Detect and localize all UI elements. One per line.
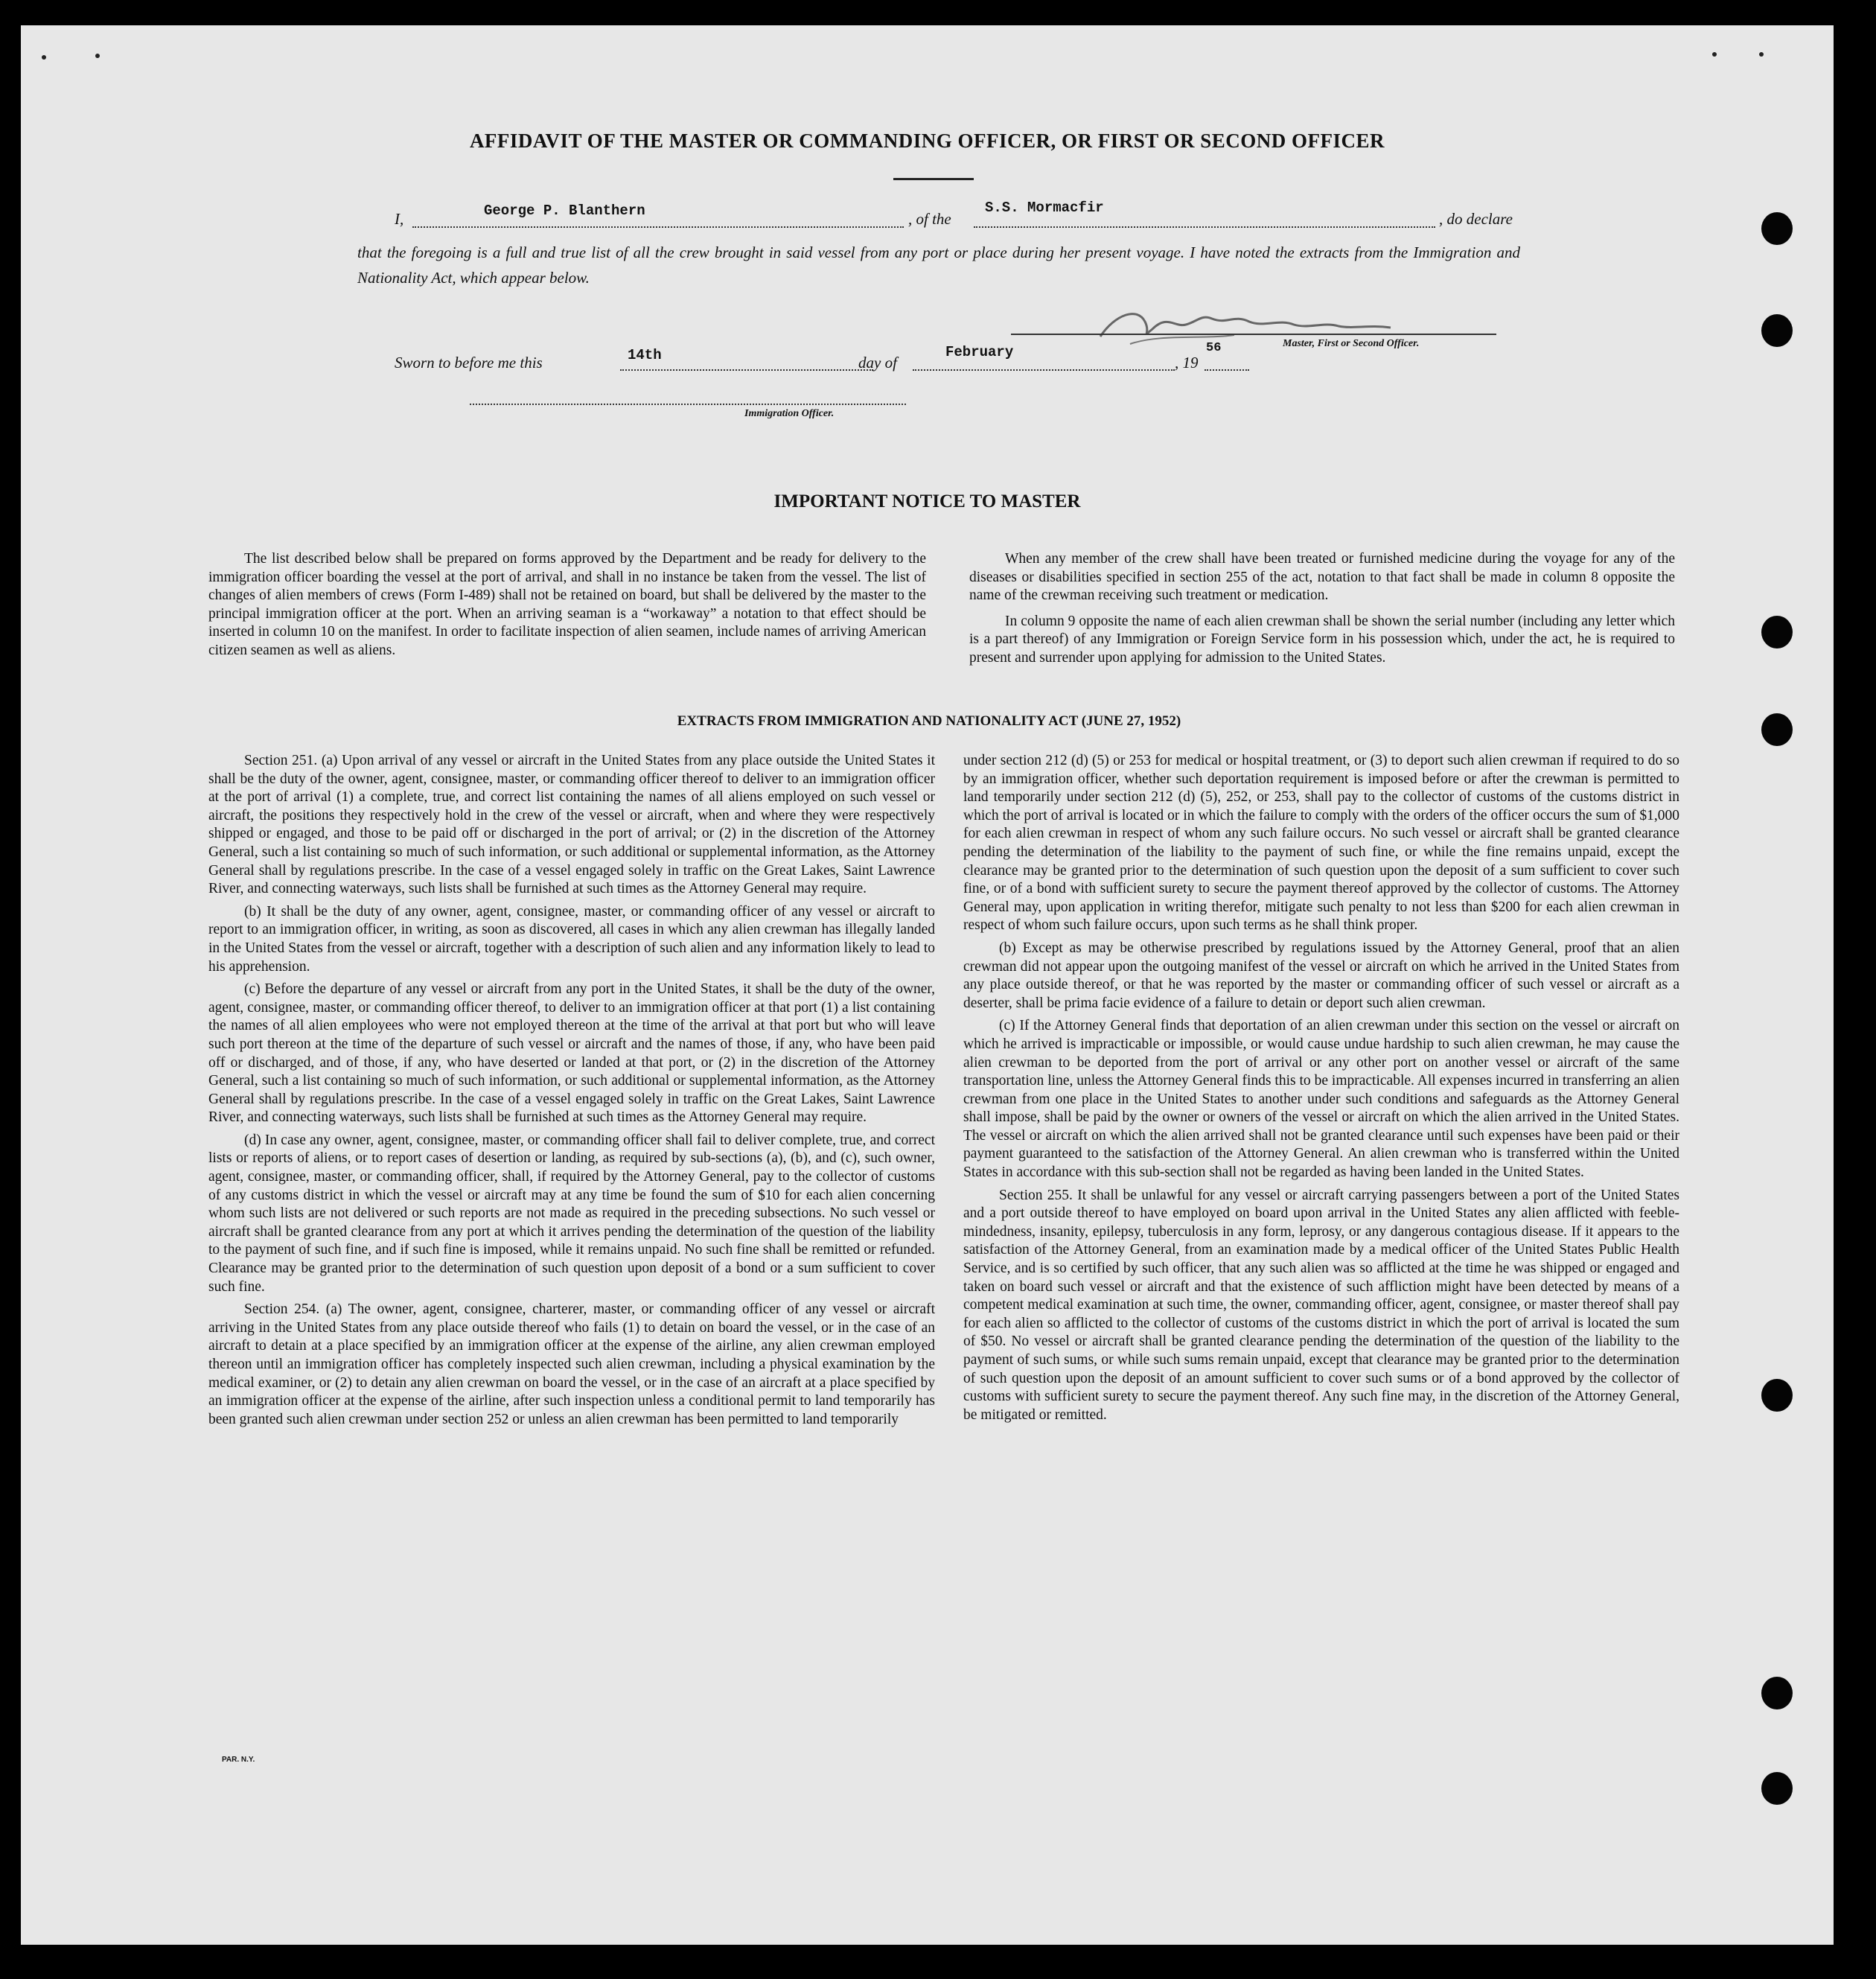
day-of-label: day of bbox=[858, 354, 897, 372]
punch-hole bbox=[1761, 212, 1793, 245]
scan-speck bbox=[42, 55, 46, 60]
scan-speck bbox=[95, 54, 100, 58]
sworn-month-value: February bbox=[945, 344, 1014, 360]
section-paragraph: (d) In case any owner, agent, consignee, master, or commanding officer shall fail to deliver complete, true, and correct lists or reports of aliens, or to report cases of desertion or landing, as required by sub-sections (a), (b), and (c), such owner, agent, consignee, master, or commanding officer, shall, if required by the Attorney General, pay to the collector of customs of any customs district in which the vessel or aircraft may at any time be found the sum of $10 for each alien concerning whom such lists are not delivered or such reports are not made as required in the preceding subsections. No such vessel or aircraft shall be granted clearance from any port at which it arrives pending the determination of the question of the liability to the payment of such fine, and if such fine is imposed, while it remains unpaid. No such fine shall be remitted or refunded. Clearance may be granted prior to the determination of such question upon deposit of a bond or a sum sufficient to cover such fine. bbox=[208, 1132, 935, 1295]
of-the-label: , of the bbox=[908, 210, 951, 228]
vessel-name-value: S.S. Mormacfir bbox=[985, 200, 1104, 216]
section-paragraph: (c) Before the departure of any vessel or aircraft from any port in the United States, it shall be the duty of the owner, agent, consignee, master, or commanding officer thereof, to deliver to an immigration officer at that port (1) a list containing the names of all alien employees who were not employed thereon at the time of the arrival at that port but who will leave such port thereon at the time of the departure of such vessel or aircraft and the names of those, if any, who have been paid off or discharged, and of those, if any, who have deserted or landed at that port, or (2) in the discretion of the Attorney General, such a list containing so much of such information, or such additional or supplemental information, as the Attorney General shall by regulations prescribe. In the case of a vessel engaged solely in traffic on the Great Lakes, Saint Lawrence River, and connecting waterways, such lists shall be furnished at such times as the Attorney General may require. bbox=[208, 981, 935, 1126]
extracts-title: EXTRACTS FROM IMMIGRATION AND NATIONALITY ACT (JUNE 27, 1952) bbox=[677, 713, 1181, 729]
punch-hole bbox=[1761, 1772, 1793, 1805]
declaration-prefix: I, bbox=[395, 210, 404, 228]
section-paragraph: under section 212 (d) (5) or 253 for medical or hospital treatment, or (3) to deport such alien crewman if required to do so by an immigration officer, whether such deportation requirement is imposed before or after the crewman is permitted to land temporarily under section 212 (d) (5), 252, or 253, shall pay to the collector of customs of the customs district in which the port of arrival is located or in which the failure to comply with the orders of the officer occurs the sum of $1,000 for each alien crewman in respect of whom any such failure occurs. No such vessel or aircraft shall be granted clearance pending the determination of the liability to the payment of such fine, or while the fine remains unpaid, except the clearance may be granted prior to the determination of such question upon the deposit of a sum sufficient to cover such fine, or of a bond with sufficient surety to secure the payment thereof approved by the collector of customs. The Attorney General may, upon application in writing therefor, mitigate such penalty to not less than $200 for each alien crewman in respect of whom such failure occurs, upon such terms as he shall think proper. bbox=[963, 753, 1679, 934]
notice-paragraph: In column 9 opposite the name of each alien crewman shall be shown the serial number (including any letter which is a part thereof) of any Immigration or Foreign Service form in his possession which, under the act, he is required to present and surrender upon applying for admission to the United States. bbox=[969, 613, 1675, 666]
notice-paragraph: The list described below shall be prepared on forms approved by the Department and be ready for delivery to the immigration officer boarding the vessel at the port of arrival, and shall in no instance be taken from the vessel. The list of changes of alien members of crews (Form I-489) shall not be retained on board, but shall be delivered by the master to the principal immigration officer at the port. When an arriving seaman is a “workaway” a notation to that effect should be inserted in column 10 on the manifest. In order to facilitate inspection of alien seamen, include names of arriving American citizen seamen as well as aliens. bbox=[208, 551, 926, 658]
extracts-left-column bbox=[208, 752, 935, 1433]
section-paragraph: Section 254. (a) The owner, agent, consignee, charterer, master, or commanding officer of any vessel or aircraft arriving in the United States from any place outside thereof who fails (1) to detain on board the vessel, or in the case of an aircraft to detain at a place specified by an immigration officer at the expense of the airline, any alien crewman employed thereon until an immigration officer has completely inspected such alien crewman, including a physical examination by the medical examiner, or (2) to detain any alien crewman on board the vessel, or in the case of an aircraft at a place specified by an immigration officer at the expense of the airline, after such inspection unless a conditional permit to land temporarily has been granted such alien crewman under section 252 or unless an alien crewman has been permitted to land temporarily bbox=[208, 1301, 935, 1427]
section-paragraph: (c) If the Attorney General finds that deportation of an alien crewman under this section on the vessel or aircraft on which he arrived is impracticable or impossible, or would cause undue hardship to such alien crewman, he may cause the alien crewman to be deported from the port of arrival or any other port on another vessel or aircraft of the same transportation line, unless the Attorney General finds this to be impracticable. All expenses incurred in transferring an alien crewman from one place in the United States to another under such conditions and safeguards as the Attorney General shall impose, shall be paid by the owner or owners of the vessel or aircraft on which the alien arrived in the United States. The vessel or aircraft on which the alien arrived shall not be granted clearance until such expenses have been paid or their payment guaranteed to the satisfaction of the Attorney General. An alien crewman who is transferred within the United States in accordance with this sub-section shall not be regarded as having been landed in the United States. bbox=[963, 1018, 1679, 1181]
signature-line bbox=[1011, 334, 1496, 335]
master-name-value: George P. Blanthern bbox=[484, 203, 645, 219]
sworn-day-value: 14th bbox=[628, 347, 662, 363]
do-declare-label: , do declare bbox=[1439, 210, 1513, 228]
year-suffix-value: 56 bbox=[1206, 341, 1222, 355]
name-field-line bbox=[412, 226, 904, 228]
printer-mark: PAR. N.Y. bbox=[222, 1756, 255, 1764]
punch-hole bbox=[1761, 314, 1793, 347]
declaration-text: that the foregoing is a full and true list of all the crew brought in said vessel from any port or place during her present voyage. I have noted the extracts from the Immigration and Nationality Act, which appear below. bbox=[357, 243, 1520, 287]
affidavit-title: AFFIDAVIT OF THE MASTER OR COMMANDING OFFICER, OR FIRST OR SECOND OFFICER bbox=[469, 130, 1385, 152]
punch-hole bbox=[1761, 713, 1793, 746]
sworn-label: Sworn to before me this bbox=[395, 354, 543, 372]
month-field-line bbox=[913, 369, 1175, 371]
punch-hole bbox=[1761, 1677, 1793, 1709]
section-paragraph: Section 255. It shall be unlawful for any vessel or aircraft carrying passengers between a port of the United States and a port outside thereof to have employed on board upon arrival in the United States any alien afflicted with feeble-mindedness, insanity, epilepsy, tuberculosis in any form, leprosy, or any dangerous contagious disease. If it appears to the satisfaction of the Attorney General, from an examination made by a medical officer of the United States Public Health Service, and is so certified by such officer, that any such alien was so afflicted at the time he was shipped or engaged and taken on board such vessel or aircraft and that the existence of such affliction might have been detected by means of a competent medical examination at such time, the owner, commanding officer, agent, consignee, or master thereof shall pay for each alien so afflicted to the collector of customs of the customs district in which the port of arrival is located the sum of $50. No vessel or aircraft shall be granted clearance pending the determination of the question of the liability to the payment of such sums, or while such sums remain unpaid, except that clearance may be granted prior to the determination of such question upon the deposit of an amount sufficient to cover such sums or of a bond approved by the collector of customs with sufficient surety to secure the payment thereof. Any such fine may, in the discretion of the Attorney General, be mitigated or remitted. bbox=[963, 1187, 1679, 1423]
scan-speck bbox=[1759, 52, 1764, 57]
punch-hole bbox=[1761, 616, 1793, 648]
vessel-field-line bbox=[974, 226, 1435, 228]
year-field-line bbox=[1205, 369, 1249, 371]
officer-field-line bbox=[470, 404, 906, 405]
section-paragraph: Section 251. (a) Upon arrival of any vessel or aircraft in the United States from any place outside the United States it shall be the duty of the owner, agent, consignee, master, or commanding officer thereof to deliver to an immigration officer at the port of arrival (1) a complete, true, and correct list containing the names of all aliens employed on such vessel or aircraft, the positions they respectively hold in the crew of the vessel or aircraft, when and where they were respectively shipped or engaged, and those to be paid off or discharged in the port of arrival; or (2) in the discretion of the Attorney General, such a list containing so much of such information, or such additional or supplemental information, as the Attorney General shall by regulations prescribe. In the case of a vessel engaged solely in traffic on the Great Lakes, Saint Lawrence River, and connecting waterways, such lists shall be furnished at such times as the Attorney General may require. bbox=[208, 753, 935, 897]
day-field-line bbox=[620, 369, 873, 371]
year-prefix-label: , 19 bbox=[1175, 354, 1199, 372]
document-page bbox=[21, 25, 1834, 1945]
extracts-right-column bbox=[963, 752, 1679, 1429]
notice-left-column bbox=[208, 550, 926, 660]
punch-hole bbox=[1761, 1379, 1793, 1412]
section-paragraph: (b) Except as may be otherwise prescribed by regulations issued by the Attorney General, proof that an alien crewman did not appear upon the outgoing manifest of the vessel or aircraft on which he arrived in the United States from any place outside thereof, or that he was reported by the master or commanding officer of such vessel or aircraft as a deserter, shall be prima facie evidence of a failure to detain or deport such alien crewman. bbox=[963, 940, 1679, 1011]
notice-right-column bbox=[969, 550, 1675, 668]
notice-paragraph: When any member of the crew shall have been treated or furnished medicine during the voyage for any of the diseases or disabilities specified in section 255 of the act, notation to that fact shall be made in column 8 opposite the name of the crewman receiving such treatment or medication. bbox=[969, 551, 1675, 604]
section-paragraph: (b) It shall be the duty of any owner, agent, consignee, master, or commanding officer of any vessel or aircraft to report to an immigration officer, in writing, as soon as discovered, all cases in which any alien crewman has illegally landed in the United States from the vessel or aircraft, together with a description of such alien and any information likely to lead to his apprehension. bbox=[208, 903, 935, 975]
officer-caption: Immigration Officer. bbox=[744, 408, 835, 419]
title-divider bbox=[893, 178, 974, 180]
signature-caption: Master, First or Second Officer. bbox=[1283, 338, 1420, 349]
notice-title: IMPORTANT NOTICE TO MASTER bbox=[773, 491, 1081, 512]
scan-speck bbox=[1712, 52, 1717, 57]
